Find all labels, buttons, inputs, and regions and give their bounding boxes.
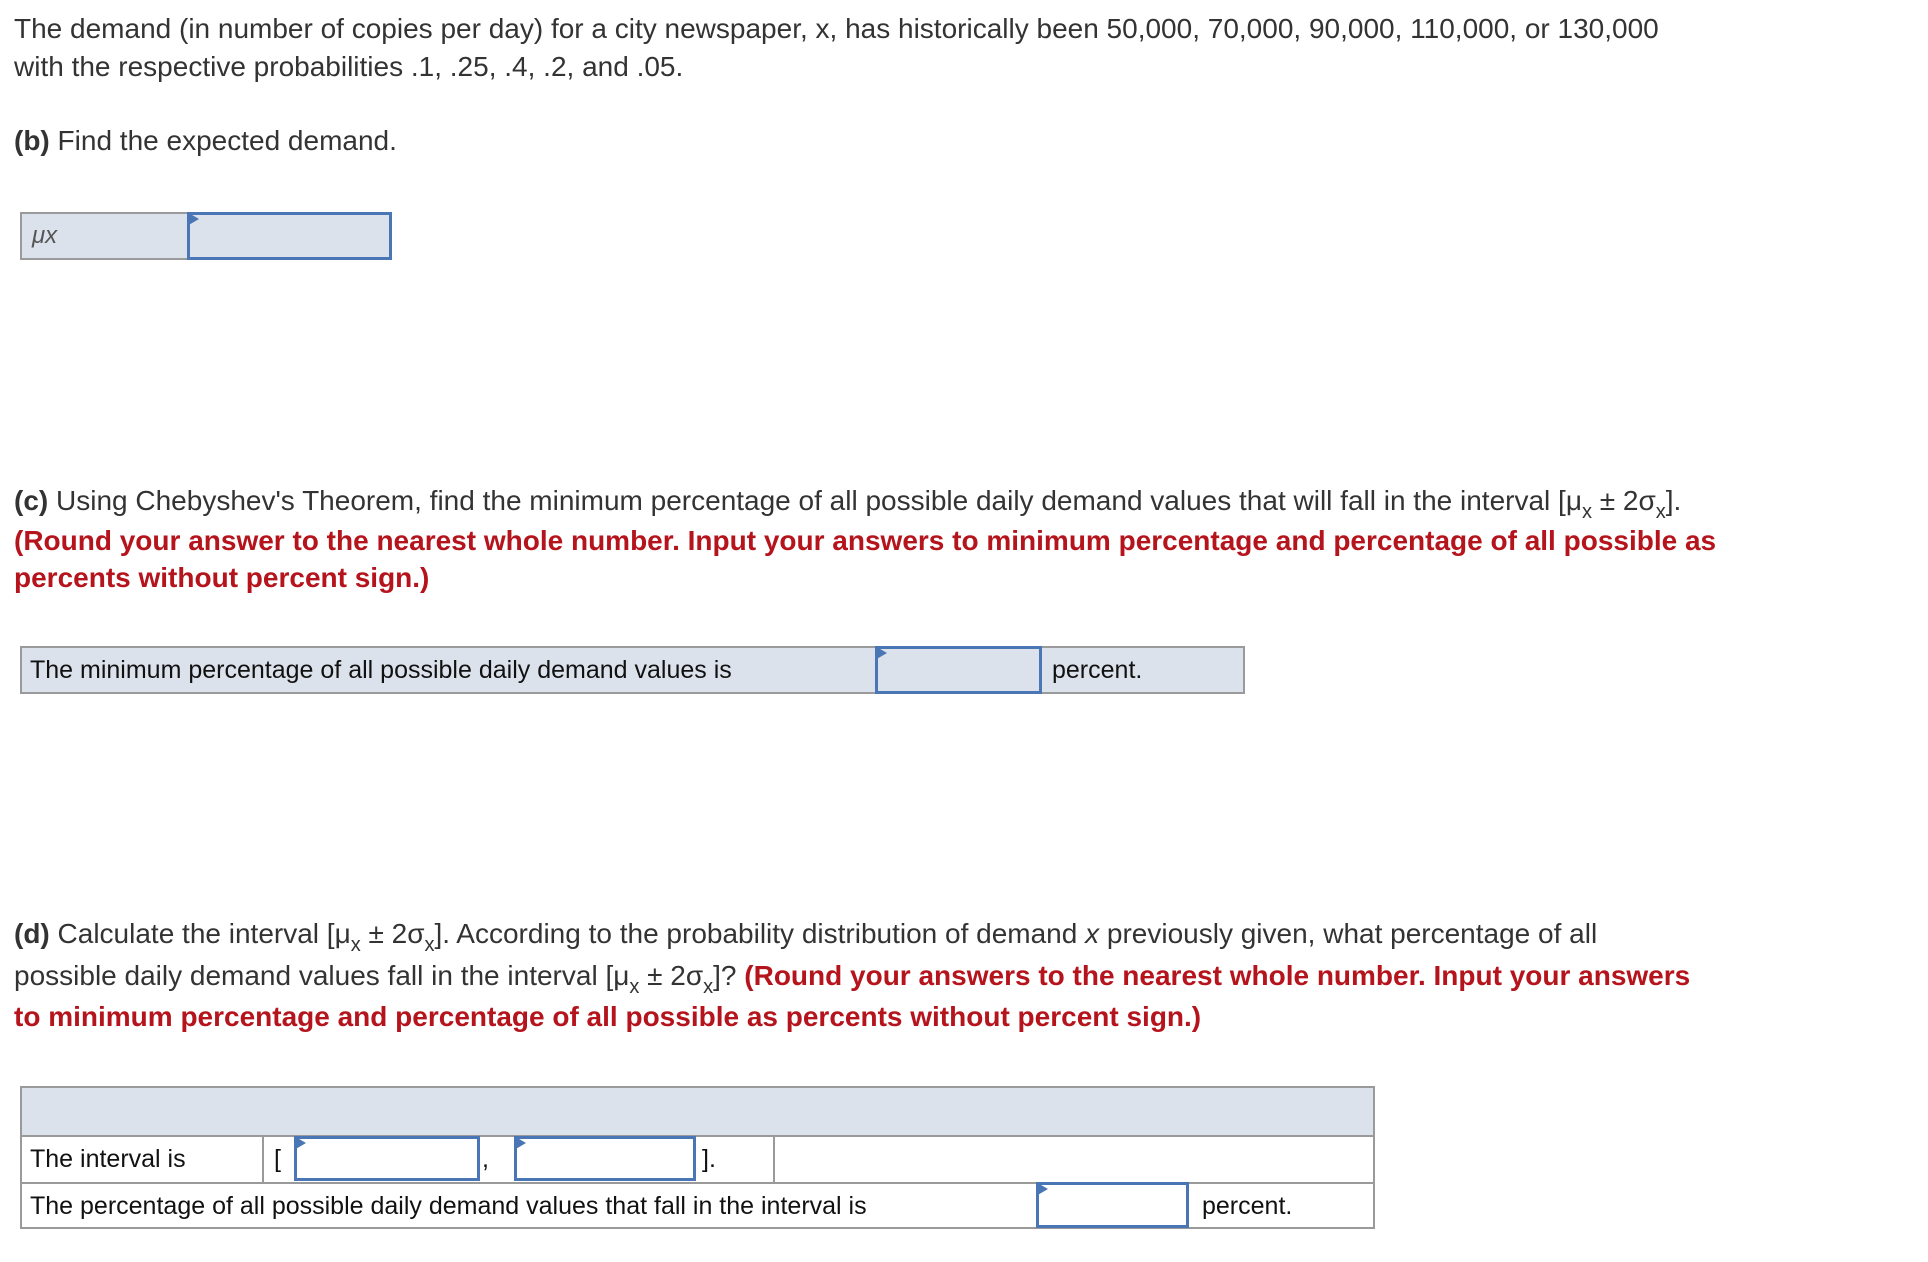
interval-percentage-field-wrap [1036, 1182, 1189, 1228]
min-percentage-field-wrap [875, 646, 1042, 694]
part-d-header-row [22, 1088, 1373, 1137]
part-b-text: Find the expected demand. [57, 125, 397, 156]
part-d-l1-c: ]. According to the probability distribution of demand [434, 918, 1086, 949]
expected-demand-input[interactable] [187, 212, 392, 260]
interval-lower-input[interactable] [294, 1136, 480, 1181]
part-d-question-line-2 [14, 957, 1690, 998]
part-d-question-line-1 [14, 915, 1597, 956]
input-marker-icon [187, 212, 199, 226]
interval-lower-field-wrap [294, 1136, 480, 1181]
part-d-l1-d: previously given, what percentage of all [1099, 918, 1598, 949]
part-d-sub-x-3: x [629, 976, 640, 998]
part-c-text-b: ± 2σ [1591, 485, 1656, 516]
part-d-l1-b: ± 2σ [360, 918, 425, 949]
part-d-var-x: x [1085, 918, 1100, 949]
part-d-l2-a: possible daily demand values fall in the interval [μ [14, 960, 630, 991]
interval-percentage-input[interactable] [1036, 1182, 1189, 1228]
interval-open-bracket: [ [274, 1145, 281, 1173]
part-d-l1-a: Calculate the interval [μ [57, 918, 351, 949]
problem-statement-line-1: The demand (in number of copies per day) for a city newspaper, x, has historically been 50,000, 70,000, 90,000, 110,000, or 130,000 [14, 13, 1659, 44]
part-c-sub-x-2: x [1655, 501, 1666, 523]
part-d-tag: (d) [14, 918, 50, 949]
mu-x-label: μx [32, 222, 58, 249]
part-d-l2-b: ± 2σ [639, 960, 704, 991]
min-percentage-input[interactable] [875, 646, 1042, 694]
part-c-text-c: ]. [1665, 485, 1682, 516]
interval-upper-input[interactable] [514, 1136, 696, 1181]
part-c-answer-table [20, 646, 1245, 694]
interval-label: The interval is [30, 1145, 186, 1173]
interval-percentage-unit: percent. [1202, 1192, 1293, 1220]
part-c-tag: (c) [14, 485, 49, 516]
min-percentage-unit: percent. [1052, 655, 1143, 684]
input-marker-icon [294, 1136, 306, 1150]
part-d-sub-x-4: x [703, 976, 714, 998]
part-d-sub-x-2: x [424, 934, 435, 956]
input-marker-icon [514, 1136, 526, 1150]
part-b-question [14, 122, 397, 160]
expected-demand-field-wrap [187, 212, 392, 260]
part-d-col-divider-1 [262, 1137, 264, 1182]
min-percentage-label: The minimum percentage of all possible daily demand values is [30, 655, 732, 684]
interval-close-bracket: ]. [702, 1145, 716, 1173]
part-d-l2-c: ]? [713, 960, 745, 991]
interval-percentage-label: The percentage of all possible daily demand values that fall in the interval is [30, 1192, 867, 1220]
part-c-sub-x-1: x [1581, 501, 1592, 523]
part-d-instruction-line-3: to minimum percentage and percentage of all possible as percents without percent sign.) [14, 1001, 1202, 1032]
part-c-text-a: Using Chebyshev's Theorem, find the minimum percentage of all possible daily demand values that will fall in the interval [μ [56, 485, 1582, 516]
interval-comma: , [482, 1145, 489, 1173]
interval-upper-field-wrap [514, 1136, 696, 1181]
input-marker-icon [875, 646, 887, 660]
input-marker-icon [1036, 1182, 1048, 1196]
part-d-col-divider-2 [773, 1137, 775, 1182]
problem-statement-line-2: with the respective probabilities .1, .25, .4, .2, and .05. [14, 51, 684, 82]
part-d-sub-x-1: x [350, 934, 361, 956]
part-c-question [14, 482, 1681, 523]
part-c-instruction-line-2: percents without percent sign.) [14, 562, 430, 593]
part-d-instruction-a: (Round your answers to the nearest whole number. Input your answers [744, 960, 1691, 991]
part-b-tag: (b) [14, 125, 50, 156]
part-c-instruction-line-1: (Round your answer to the nearest whole number. Input your answers to minimum percentage and percentage of all possible as [14, 525, 1717, 556]
